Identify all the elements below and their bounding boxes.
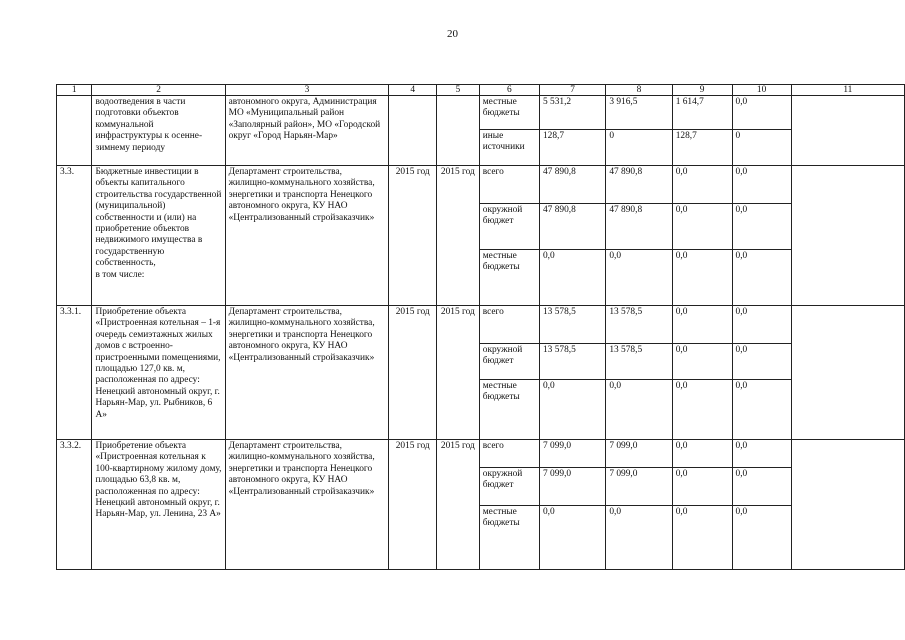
year-2016-cell: 0,0: [672, 468, 732, 506]
notes-cell: [791, 440, 904, 570]
item-number-cell: 3.3.1.: [57, 306, 92, 440]
year-2017-cell: 0,0: [732, 440, 791, 468]
item-executor-cell: Департамент строительства, жилищно-коммунального хозяйства, энергетики и транспорта Ненецкого автономного округа, КУ НАО «Централизованный стройзаказчик»: [225, 166, 389, 306]
page-number: 20: [447, 28, 458, 40]
funding-source-cell: местные бюджеты: [479, 250, 539, 306]
year-2016-cell: 0,0: [672, 506, 732, 570]
funding-source-cell: окружной бюджет: [479, 344, 539, 380]
funding-source-cell: всего: [479, 440, 539, 468]
funding-source-cell: местные бюджеты: [479, 380, 539, 440]
total-cell: 13 578,5: [539, 344, 605, 380]
table-row: [57, 96, 905, 130]
year-2017-cell: 0,0: [732, 250, 791, 306]
total-cell: 5 531,2: [539, 96, 605, 130]
table-row: [57, 306, 905, 344]
total-cell: 47 890,8: [539, 166, 605, 204]
column-header: 6: [479, 85, 539, 96]
item-number-cell: 3.3.: [57, 166, 92, 306]
year-2016-cell: 0,0: [672, 440, 732, 468]
year-2015-cell: 0: [606, 130, 672, 166]
total-cell: 128,7: [539, 130, 605, 166]
funding-source-cell: окружной бюджет: [479, 204, 539, 250]
year-2017-cell: 0,0: [732, 468, 791, 506]
funding-source-cell: всего: [479, 306, 539, 344]
column-header: 11: [791, 85, 904, 96]
column-header: 8: [606, 85, 672, 96]
item-number-cell: 3.3.2.: [57, 440, 92, 570]
total-cell: 0,0: [539, 380, 605, 440]
table-row: [57, 166, 905, 204]
item-executor-cell: Департамент строительства, жилищно-коммунального хозяйства, энергетики и транспорта Ненецкого автономного округа, КУ НАО «Централизованный стройзаказчик»: [225, 306, 389, 440]
item-name-cell: [92, 166, 225, 306]
funding-source-cell: местные бюджеты: [479, 96, 539, 130]
column-header: 3: [225, 85, 389, 96]
item-name-text: Бюджетные инвестиции в объекты капитального строительства государственной (муниципальной) собственности и (или) на приобретение объектов недвижимого имущества в государственную собственность,: [95, 167, 222, 269]
total-cell: 7 099,0: [539, 468, 605, 506]
column-header: 5: [436, 85, 479, 96]
column-header: 10: [732, 85, 791, 96]
year-2016-cell: 1 614,7: [672, 96, 732, 130]
year-2016-cell: 0,0: [672, 204, 732, 250]
year-2017-cell: 0,0: [732, 204, 791, 250]
year-2017-cell: 0,0: [732, 306, 791, 344]
year-2016-cell: 0,0: [672, 306, 732, 344]
year-2015-cell: 7 099,0: [606, 440, 672, 468]
end-year-cell: 2015 год: [436, 440, 479, 570]
year-2015-cell: 0,0: [606, 506, 672, 570]
total-cell: 47 890,8: [539, 204, 605, 250]
end-year-cell: 2015 год: [436, 166, 479, 306]
year-2015-cell: 13 578,5: [606, 344, 672, 380]
item-executor-cell: автономного округа, Администрация МО «Муниципальный район «Заполярный район», МО «Городской округ «Город Нарьян-Мар»: [225, 96, 389, 166]
total-cell: 13 578,5: [539, 306, 605, 344]
year-2017-cell: 0,0: [732, 506, 791, 570]
year-2015-cell: 47 890,8: [606, 204, 672, 250]
year-2016-cell: 0,0: [672, 250, 732, 306]
item-name-cell: Приобретение объекта «Пристроенная котельная к 100-квартирному жилому дому, площадью 63,8 кв. м, расположенная по адресу: Ненецкий автономный округ, г. Нарьян-Мар, ул. Ленина, 23 А»: [92, 440, 225, 570]
year-2015-cell: 0,0: [606, 250, 672, 306]
funding-source-cell: окружной бюджет: [479, 468, 539, 506]
funding-source-cell: иные источники: [479, 130, 539, 166]
total-cell: 0,0: [539, 250, 605, 306]
year-2017-cell: 0,0: [732, 380, 791, 440]
column-header: 2: [92, 85, 225, 96]
item-name-tail: в том числе:: [95, 269, 145, 280]
table-row: [57, 440, 905, 468]
year-2015-cell: 7 099,0: [606, 468, 672, 506]
column-header: 9: [672, 85, 732, 96]
year-2016-cell: 0,0: [672, 166, 732, 204]
year-2017-cell: 0,0: [732, 344, 791, 380]
year-2016-cell: 0,0: [672, 344, 732, 380]
item-executor-cell: Департамент строительства, жилищно-коммунального хозяйства, энергетики и транспорта Ненецкого автономного округа, КУ НАО «Централизованный стройзаказчик»: [225, 440, 389, 570]
year-2015-cell: 0,0: [606, 380, 672, 440]
item-name-cell: водоотведения в части подготовки объектов коммунальной инфраструктуры к осенне-зимнему периоду: [92, 96, 225, 166]
notes-cell: [791, 166, 904, 306]
column-header: 4: [389, 85, 437, 96]
funding-source-cell: местные бюджеты: [479, 506, 539, 570]
program-table: [56, 84, 905, 570]
start-year-cell: 2015 год: [389, 166, 437, 306]
year-2016-cell: 0,0: [672, 380, 732, 440]
year-2015-cell: 13 578,5: [606, 306, 672, 344]
column-number-row: [57, 85, 905, 96]
column-header: 1: [57, 85, 92, 96]
notes-cell: [791, 306, 904, 440]
start-year-cell: 2015 год: [389, 440, 437, 570]
funding-source-cell: всего: [479, 166, 539, 204]
column-header: 7: [539, 85, 605, 96]
total-cell: 0,0: [539, 506, 605, 570]
year-2015-cell: 47 890,8: [606, 166, 672, 204]
start-year-cell: 2015 год: [389, 306, 437, 440]
end-year-cell: [436, 96, 479, 166]
year-2017-cell: 0,0: [732, 166, 791, 204]
item-name-cell: Приобретение объекта «Пристроенная котельная – 1-я очередь семиэтажных жилых домов с встроенно-пристроенными помещениями, площадью 127,0 кв. м, расположенная по адресу: Ненецкий автономный округ, г. Нарьян-Мар, ул. Рыбников, 6 А»: [92, 306, 225, 440]
year-2017-cell: 0,0: [732, 96, 791, 130]
item-number-cell: [57, 96, 92, 166]
notes-cell: [791, 96, 904, 166]
year-2015-cell: 3 916,5: [606, 96, 672, 130]
end-year-cell: 2015 год: [436, 306, 479, 440]
start-year-cell: [389, 96, 437, 166]
year-2017-cell: 0: [732, 130, 791, 166]
total-cell: 7 099,0: [539, 440, 605, 468]
year-2016-cell: 128,7: [672, 130, 732, 166]
